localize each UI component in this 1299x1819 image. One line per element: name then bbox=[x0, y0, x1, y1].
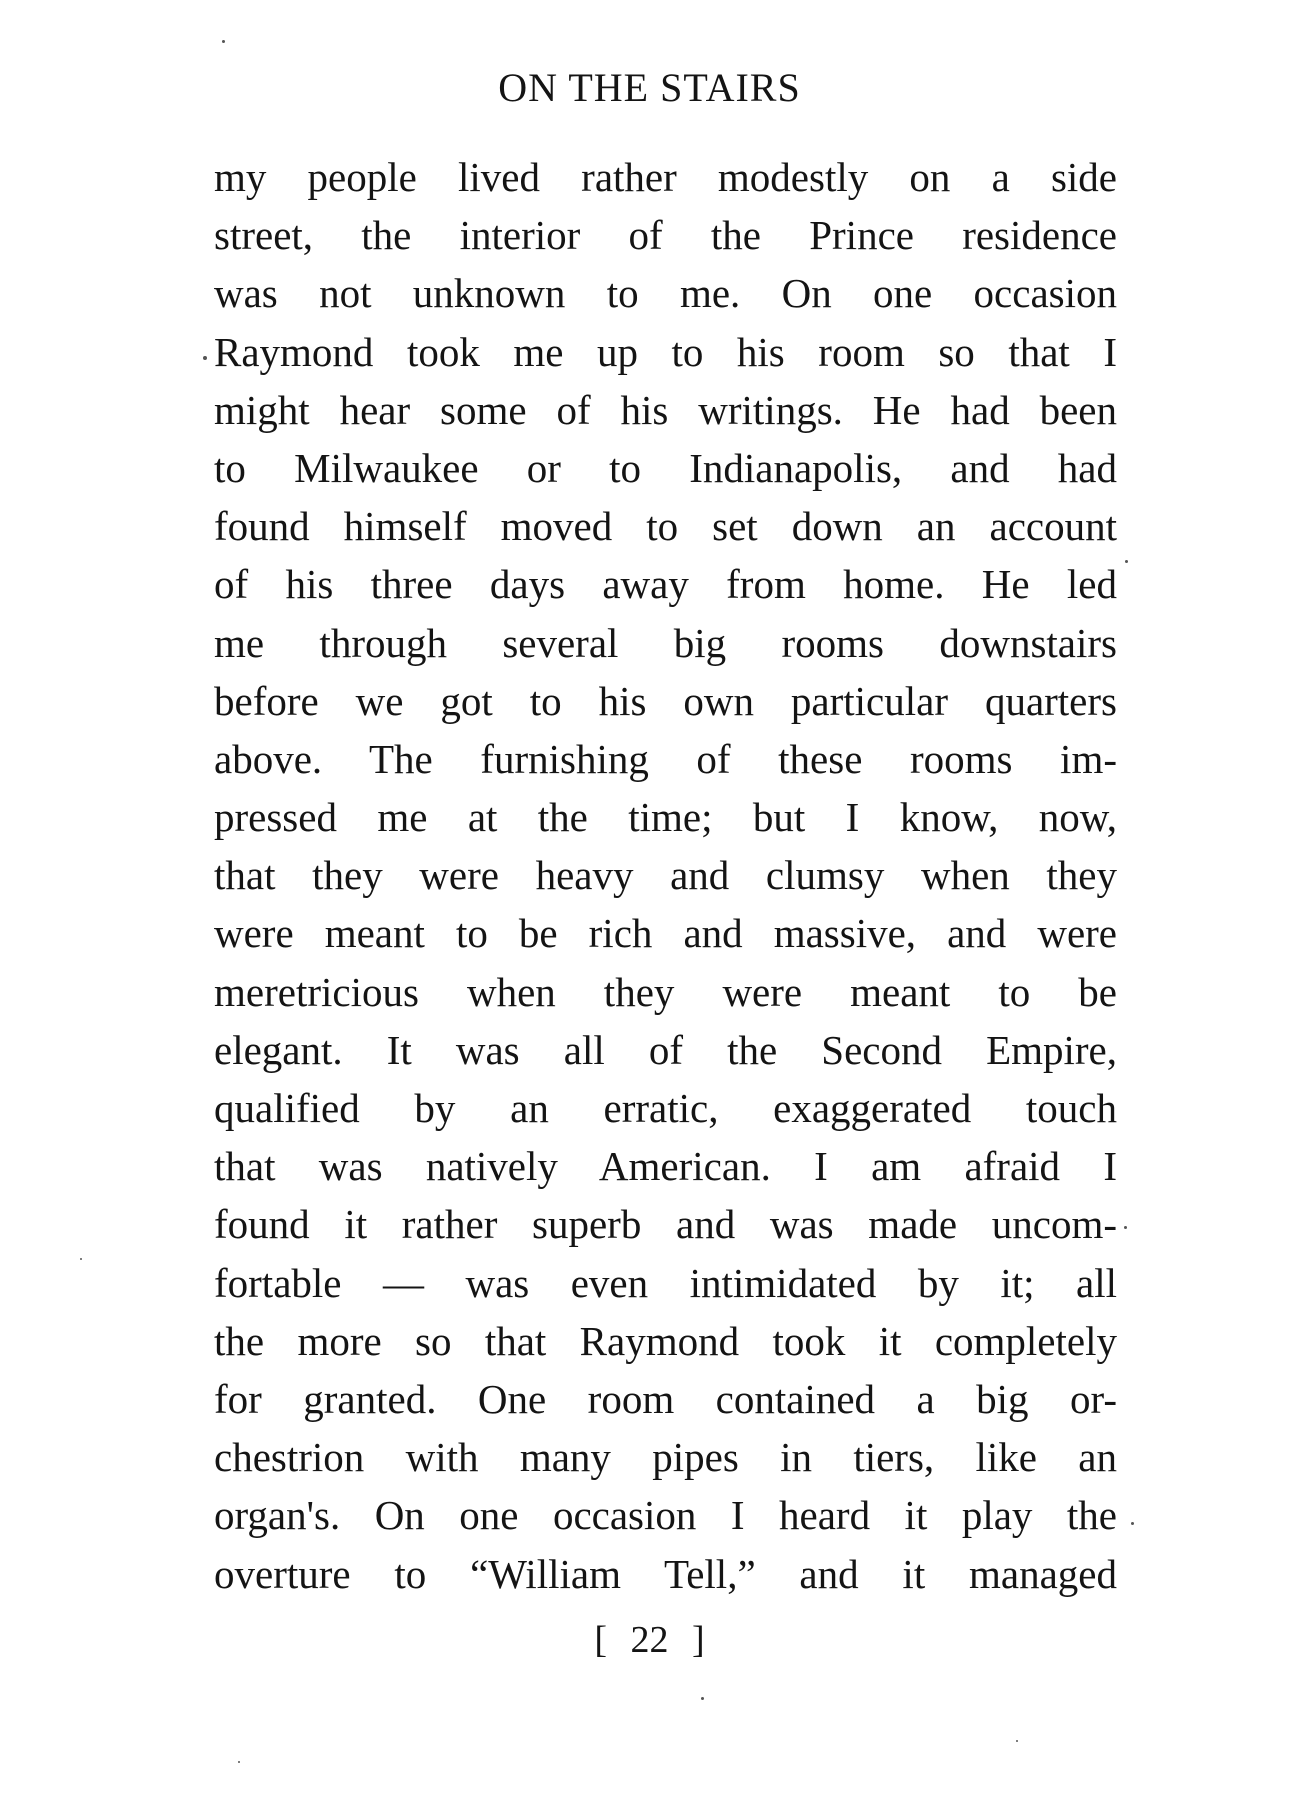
text-line: found it rather superb and was made uncom- bbox=[214, 1201, 1117, 1248]
text-line: me through several big rooms downstairs bbox=[214, 619, 1117, 666]
text-line: street, the interior of the Prince residence bbox=[214, 212, 1117, 259]
text-line: found himself moved to set down an account bbox=[214, 503, 1117, 550]
text-line: pressed me at the time; but I know, now, bbox=[214, 794, 1117, 841]
text-line: chestrion with many pipes in tiers, like an bbox=[214, 1434, 1117, 1481]
scan-speck bbox=[701, 1697, 704, 1700]
scan-speck bbox=[238, 1761, 240, 1763]
text-line: was not unknown to me. On one occasion bbox=[214, 270, 1117, 317]
text-line: the more so that Raymond took it completely bbox=[214, 1317, 1117, 1364]
running-head: ON THE STAIRS bbox=[498, 65, 801, 110]
text-line: of his three days away from home. He led bbox=[214, 561, 1117, 608]
text-line: meretricious when they were meant to be bbox=[214, 968, 1117, 1015]
scan-speck bbox=[80, 1258, 82, 1260]
scan-speck bbox=[1125, 560, 1128, 563]
text-line: for granted. One room contained a big or- bbox=[214, 1375, 1117, 1422]
text-line: that was natively American. I am afraid I bbox=[214, 1143, 1117, 1190]
scan-speck bbox=[1016, 1740, 1018, 1742]
scan-speck bbox=[1131, 1522, 1134, 1525]
text-line: my people lived rather modestly on a side bbox=[214, 154, 1117, 200]
scan-speck bbox=[222, 40, 225, 43]
text-line: might hear some of his writings. He had been bbox=[214, 386, 1117, 433]
text-line: were meant to be rich and massive, and were bbox=[214, 910, 1117, 957]
scan-speck bbox=[203, 356, 207, 360]
text-line: above. The furnishing of these rooms im- bbox=[214, 735, 1117, 782]
body-text bbox=[214, 148, 1117, 1603]
text-line: overture to “William Tell,” and it managed bbox=[214, 1550, 1117, 1597]
scan-speck bbox=[1124, 1226, 1127, 1229]
page-number: [ 22 ] bbox=[594, 1619, 705, 1661]
text-line: before we got to his own particular quarters bbox=[214, 677, 1117, 724]
text-line: that they were heavy and clumsy when they bbox=[214, 852, 1117, 899]
text-line: organ's. On one occasion I heard it play the bbox=[214, 1492, 1117, 1539]
text-line: elegant. It was all of the Second Empire, bbox=[214, 1026, 1117, 1073]
text-line: to Milwaukee or to Indianapolis, and had bbox=[214, 444, 1117, 491]
text-line: qualified by an erratic, exaggerated touch bbox=[214, 1085, 1117, 1131]
text-line: fortable — was even intimidated by it; all bbox=[214, 1259, 1117, 1306]
text-line: Raymond took me up to his room so that I bbox=[214, 328, 1117, 375]
